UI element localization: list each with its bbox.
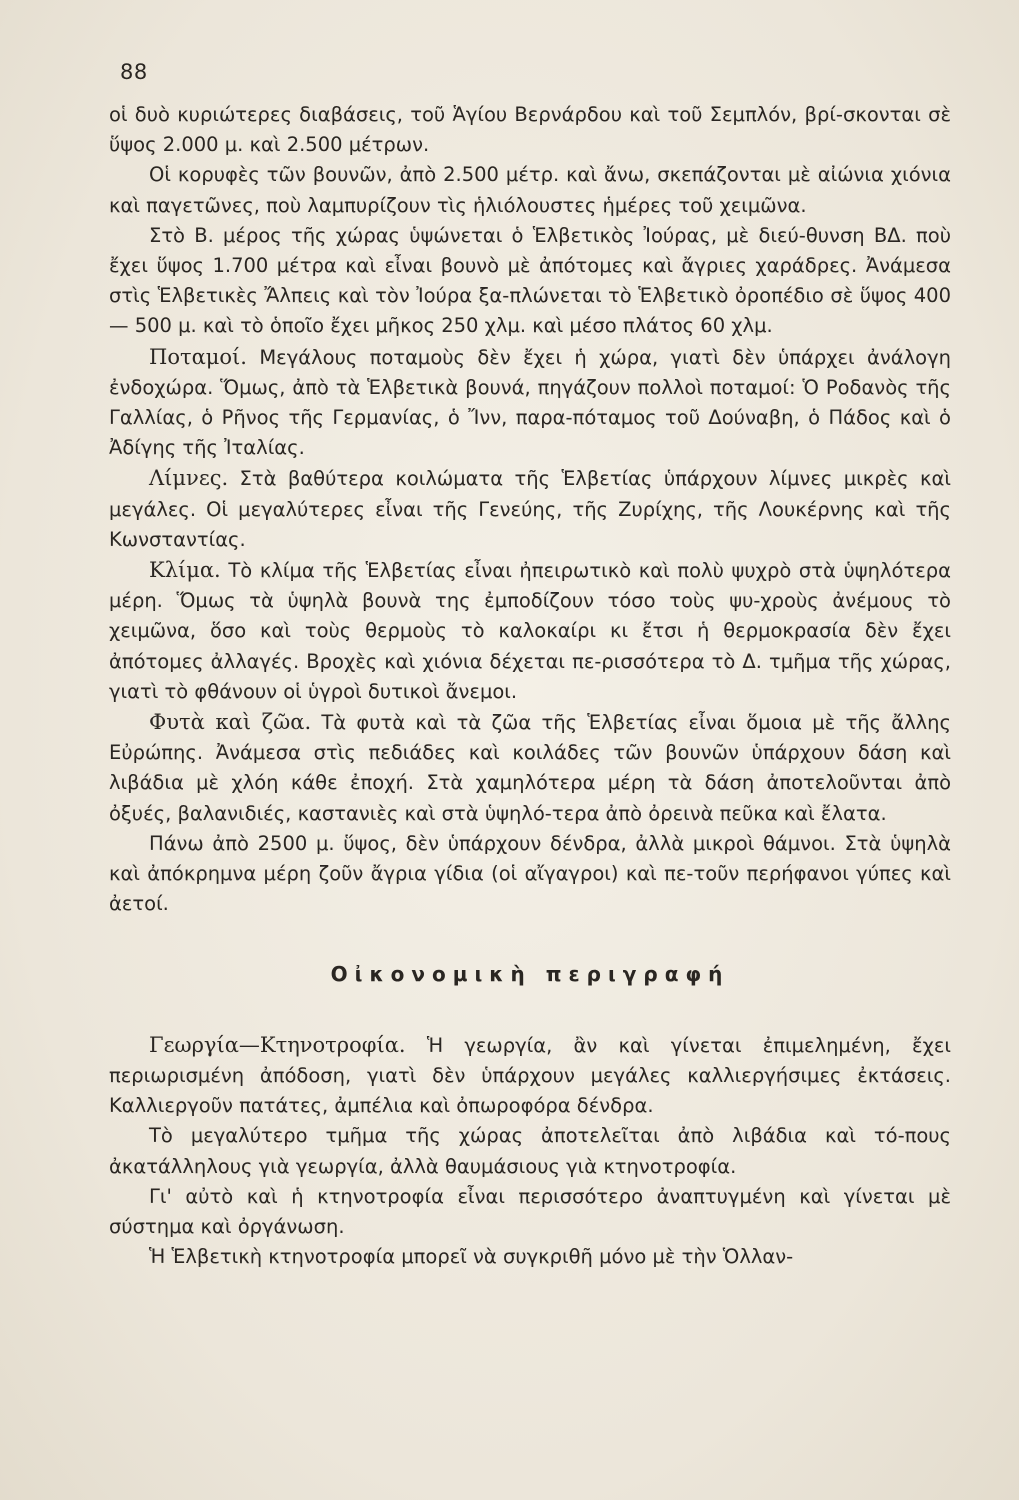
paragraph-pastures (109, 1121, 951, 1181)
paragraph-text: Τὰ φυτὰ καὶ τὰ ζῶα τῆς Ἑλβετίας εἶναι ὅμοια μὲ τῆς ἄλλης Εὐρώπης. Ἀνάμεσα στὶς πεδιάδες καὶ κοιλάδες τῶν βουνῶν ὑπάρχουν δάση καὶ λιβάδια μὲ χλόη κάθε ἐποχή. Στὰ χαμηλότερα μέρη τὰ δάση ἀποτελοῦνται ἀπὸ ὀξυές, βαλανιδιές, καστανιὲς καὶ στὰ ὑψηλό-τερα ἀπὸ ὀρεινὰ πεῦκα καὶ ἔλατα. (109, 711, 951, 825)
section-lead-rivers: Ποταμοί. (149, 344, 247, 369)
paragraph-text: Στὸ Β. μέρος τῆς χώρας ὑψώνεται ὁ Ἑλβετικὸς Ἰούρας, μὲ διεύ-θυνση ΒΔ. ποὺ ἔχει ὕψος 1.700 μέτρα καὶ εἶναι βουνὸ μὲ ἀπότομες καὶ ἄγριες χαράδρες. Ἀνάμεσα στὶς Ἑλβετικὲς Ἄλπεις καὶ τὸν Ἰούρα ξα-πλώνεται τὸ Ἑλβετικὸ ὀροπέδιο σὲ ὕψος 400 — 500 μ. καὶ τὸ ὁποῖο ἔχει μῆκος 250 χλμ. καὶ μέσο πλάτος 60 χλμ. (109, 223, 951, 338)
paragraph-text: Οἱ κορυφὲς τῶν βουνῶν, ἀπὸ 2.500 μέτρ. καὶ ἄνω, σκεπάζονται μὲ αἰώνια χιόνια καὶ παγετῶνες, ποὺ λαμπυρίζουν τὶς ἡλιόλουστες ἡμέρες τοῦ χειμῶνα. (109, 163, 951, 217)
page-body (109, 100, 951, 1272)
paragraph-text: Τὸ κλίμα τῆς Ἑλβετίας εἶναι ἠπειρωτικὸ καὶ πολὺ ψυχρὸ στὰ ὑψηλότερα μέρη. Ὅμως τὰ ὑψηλὰ βουνὰ της ἐμποδίζουν τόσο τοὺς ψυ-χροὺς ἀνέμους τὸ χειμῶνα, ὅσο καὶ τοὺς θερμοὺς τὸ καλοκαίρι κι ἔτσι ἡ θερμοκρασία δὲν ἔχει ἀπότομες ἀλλαγές. Βροχὲς καὶ χιόνια δέχεται πε-ρισσότερα τὸ Δ. τμῆμα τῆς χώρας, γιατὶ τὸ φθάνουν οἱ ὑγροὶ δυτικοὶ ἄνεμοι. (109, 559, 951, 703)
paragraph-text: Στὰ βαθύτερα κοιλώματα τῆς Ἑλβετίας ὑπάρχουν λίμνες μικρὲς καὶ μεγάλες. Οἱ μεγαλύτερες εἶναι τῆς Γενεύης, τῆς Ζυρίχης, τῆς Λουκέρνης καὶ τῆς Κωνσταντίας. (109, 467, 951, 551)
paragraph-altitude (109, 829, 951, 920)
section-lead-lakes: Λίμνες. (149, 466, 229, 491)
paragraph-flora-fauna (109, 707, 951, 829)
paragraph-peaks (109, 160, 951, 220)
paragraph-comparison (109, 1242, 951, 1272)
paragraph-text: Ἡ γεωργία, ἂν καὶ γίνεται ἐπιμελημένη, ἔχει περιωρισμένη ἀπόδοση, γιατὶ δὲν ὑπάρχουν μεγάλες καλλιεργήσιμες ἐκτάσεις. Καλλιεργοῦν πατάτες, ἀμπέλια καὶ ὀπωροφόρα δένδρα. (109, 1033, 951, 1118)
paragraph-lakes (109, 463, 951, 555)
paragraph-text: Γι' αὐτὸ καὶ ἡ κτηνοτροφία εἶναι περισσότερο ἀναπτυγμένη καὶ γίνεται μὲ σύστημα καὶ ὀργάνωση. (109, 1184, 951, 1238)
paragraph-rivers (109, 342, 951, 464)
page-number: 88 (120, 60, 148, 84)
section-lead-agriculture: Γεωργία—Κτηνοτροφία. (149, 1032, 406, 1057)
paragraph-livestock (109, 1182, 951, 1242)
section-lead-flora-fauna: Φυτὰ καὶ ζῶα. (149, 710, 312, 735)
paragraph-text: Μεγάλους ποταμοὺς δὲν ἔχει ἡ χώρα, γιατὶ δὲν ὑπάρχει ἀνάλογη ἐνδοχώρα. Ὅμως, ἀπὸ τὰ Ἑλβετικὰ βουνά, πηγάζουν πολλοὶ ποταμοί: Ὁ Ροδανὸς τῆς Γαλλίας, ὁ Ρῆνος τῆς Γερμανίας, ὁ Ἴνν, παρα-πόταμος τοῦ Δούναβη, ὁ Πάδος καὶ ὁ Ἀδίγης τῆς Ἰταλίας. (109, 345, 951, 460)
paragraph-climate (109, 555, 951, 707)
section-heading: Οἰκονομικὴ περιγραφή (330, 962, 730, 987)
paragraph-agriculture (109, 1030, 951, 1122)
paragraph-text: Πάνω ἀπὸ 2500 μ. ὕψος, δὲν ὑπάρχουν δένδρα, ἀλλὰ μικροὶ θάμνοι. Στὰ ὑψηλὰ καὶ ἀπόκρημνα μέρη ζοῦν ἄγρια γίδια (οἱ αἴγαγροι) καὶ πε-τοῦν περήφανοι γύπες καὶ ἀετοί. (109, 831, 951, 916)
paragraph-text: οἱ δυὸ κυριώτερες διαβάσεις, τοῦ Ἁγίου Βερνάρδου καὶ τοῦ Σεμπλόν, βρί-σκονται σὲ ὕψος 2.000 μ. καὶ 2.500 μέτρων. (109, 103, 951, 157)
section-lead-climate: Κλίμα. (149, 558, 221, 583)
paragraph-passes (109, 100, 951, 160)
paragraph-text: Τὸ μεγαλύτερο τμῆμα τῆς χώρας ἀποτελεῖται ἀπὸ λιβάδια καὶ τό-πους ἀκατάλληλους γιὰ γεωργία, ἀλλὰ θαυμάσιους γιὰ κτηνοτροφία. (109, 1124, 951, 1178)
paragraph-jura (109, 221, 951, 342)
paragraph-text: Ἡ Ἑλβετικὴ κτηνοτροφία μπορεῖ νὰ συγκριθῆ μόνο μὲ τὴν Ὁλλαν- (149, 1245, 794, 1269)
